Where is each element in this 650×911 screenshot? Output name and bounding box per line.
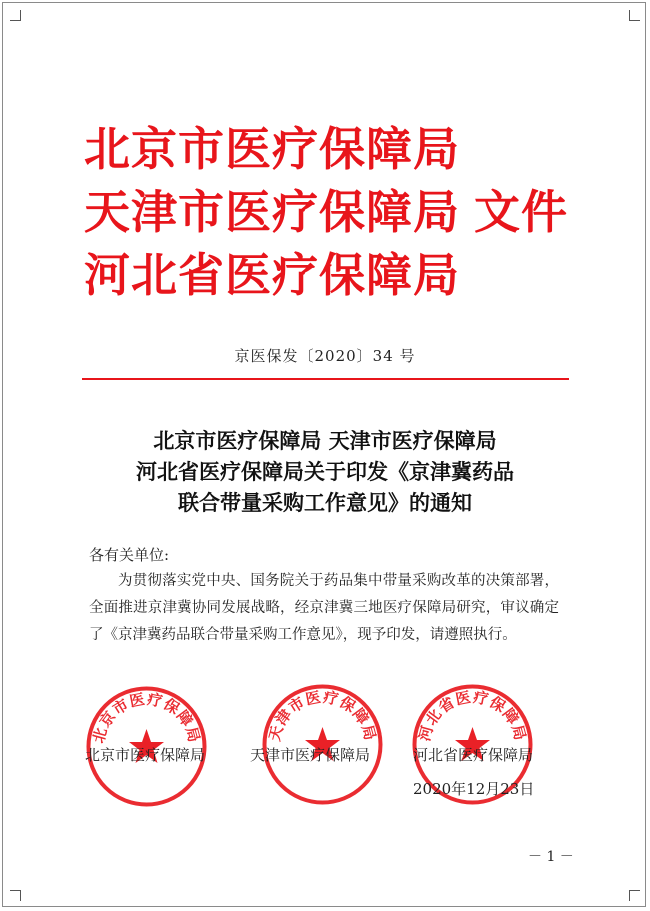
seal-text-1: 北京市医疗保障局 — [89, 689, 204, 745]
header-line-2-text: 天津市医疗保障局 — [84, 185, 460, 239]
signature-hebei: 河北省医疗保障局 — [413, 746, 534, 764]
document-title — [0, 425, 650, 518]
page-number: － 1 － — [528, 849, 574, 865]
title-line-1: 北京市医疗保障局 天津市医疗保障局 — [153, 428, 497, 453]
header-line-1: 北京市医疗保障局 — [84, 122, 460, 176]
header-line-3: 河北省医疗保障局 — [84, 248, 460, 302]
header-line-2 — [84, 181, 568, 244]
document-number: 京医保发〔2020〕34 号 — [234, 347, 416, 365]
body-paragraph: 为贯彻落实党中央、国务院关于药品集中带量采购改革的决策部署，全面推进京津冀协同发展战略，经京津冀三地医疗保障局研究，审议确定了《京津冀药品联合带量采购工作意见》，现予印发，请遵照执行。 — [89, 573, 559, 643]
red-divider — [82, 378, 569, 380]
salutation: 各有关单位: — [89, 546, 170, 564]
signature-beijing: 北京市医疗保障局 — [85, 746, 206, 764]
issue-date: 2020年12月23日 — [413, 780, 535, 798]
seal-text-2: 天津市医疗保障局 — [265, 687, 380, 743]
title-line-3: 联合带量采购工作意见》的通知 — [178, 490, 472, 515]
crop-mark-bottom-left — [10, 890, 21, 901]
signature-tianjin: 天津市医疗保障局 — [250, 746, 371, 764]
seal-text-3: 河北省医疗保障局 — [415, 687, 530, 743]
crop-mark-top-left — [10, 10, 21, 21]
red-header — [84, 118, 568, 307]
header-suffix: 文件 — [474, 185, 568, 239]
crop-mark-top-right — [629, 10, 640, 21]
crop-mark-bottom-right — [629, 890, 640, 901]
title-line-2: 河北省医疗保障局关于印发《京津冀药品 — [136, 459, 514, 484]
